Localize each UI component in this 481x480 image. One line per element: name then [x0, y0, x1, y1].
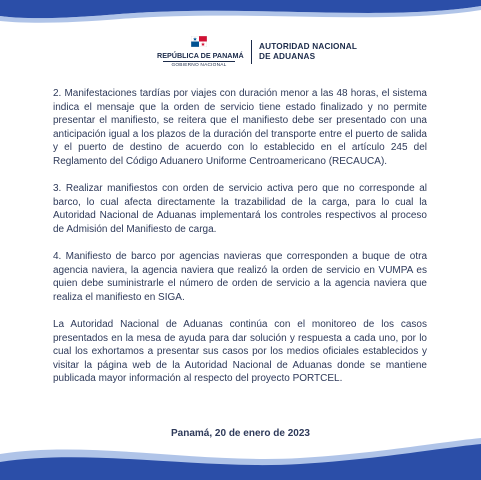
agency-name-line2: DE ADUANAS [259, 52, 316, 61]
government-label: GOBIERNO NACIONAL [171, 63, 227, 68]
paragraph-2: 2. Manifestaciones tardías por viajes con duración menor a las 48 horas, el sistema indica el mensaje que la orden de servicio tiene estado finalizado y no permite presentar el manifiesto, se reitera que el manifiesto debe ser presentado con una anticipación igual a los plazos de la duración del transporte entre el puerto de salida y el puerto de destino de acuerdo con lo establecido en el artículo 245 del Reglamento del Código Aduanero Uniforme Centroamericano (RECAUCA). [53, 88, 427, 167]
closing-paragraph: La Autoridad Nacional de Aduanas continúa con el monitoreo de los casos presentados en la mesa de ayuda para dar solución y respuesta a cada uno, por lo cual los exhortamos a presentar sus casos por los medios oficiales establecidos y visitar la página web de la Autoridad Nacional de Aduanas donde se mantiene publicada mayor información al respecto del proyecto PORTCEL. [53, 319, 427, 385]
agency-name-line1: AUTORIDAD NACIONAL [259, 42, 358, 51]
letterhead [0, 36, 481, 70]
republic-logo [157, 36, 244, 68]
top-wave-decoration [0, 0, 481, 30]
statement-body [53, 87, 427, 400]
bottom-wave-decoration [0, 434, 481, 480]
date-line: Panamá, 20 de enero de 2023 [171, 428, 310, 439]
panama-flag-icon [191, 36, 207, 47]
paragraph-3: 3. Realizar manifiestos con orden de servicio activa pero que no corresponde al barco, lo cual afecta directamente la trazabilidad de la carga, para lo cual la Autoridad Nacional de Aduanas implementará los controles respectivos al proceso de Admisión del Manifiesto de carga. [53, 183, 427, 235]
gov-divider [163, 61, 235, 62]
header-divider [251, 40, 252, 64]
republic-name: REPÚBLICA DE PANAMÁ [157, 51, 244, 60]
agency-name [259, 42, 357, 62]
paragraph-4: 4. Manifiesto de barco por agencias navieras que corresponden a buque de otra agencia naviera, la agencia naviera que realizó la orden de servicio en VUMPA es quien debe suministrarle el número de orden de servicio a la agencia naviera que realiza el manifiesto en SIGA. [53, 251, 427, 303]
